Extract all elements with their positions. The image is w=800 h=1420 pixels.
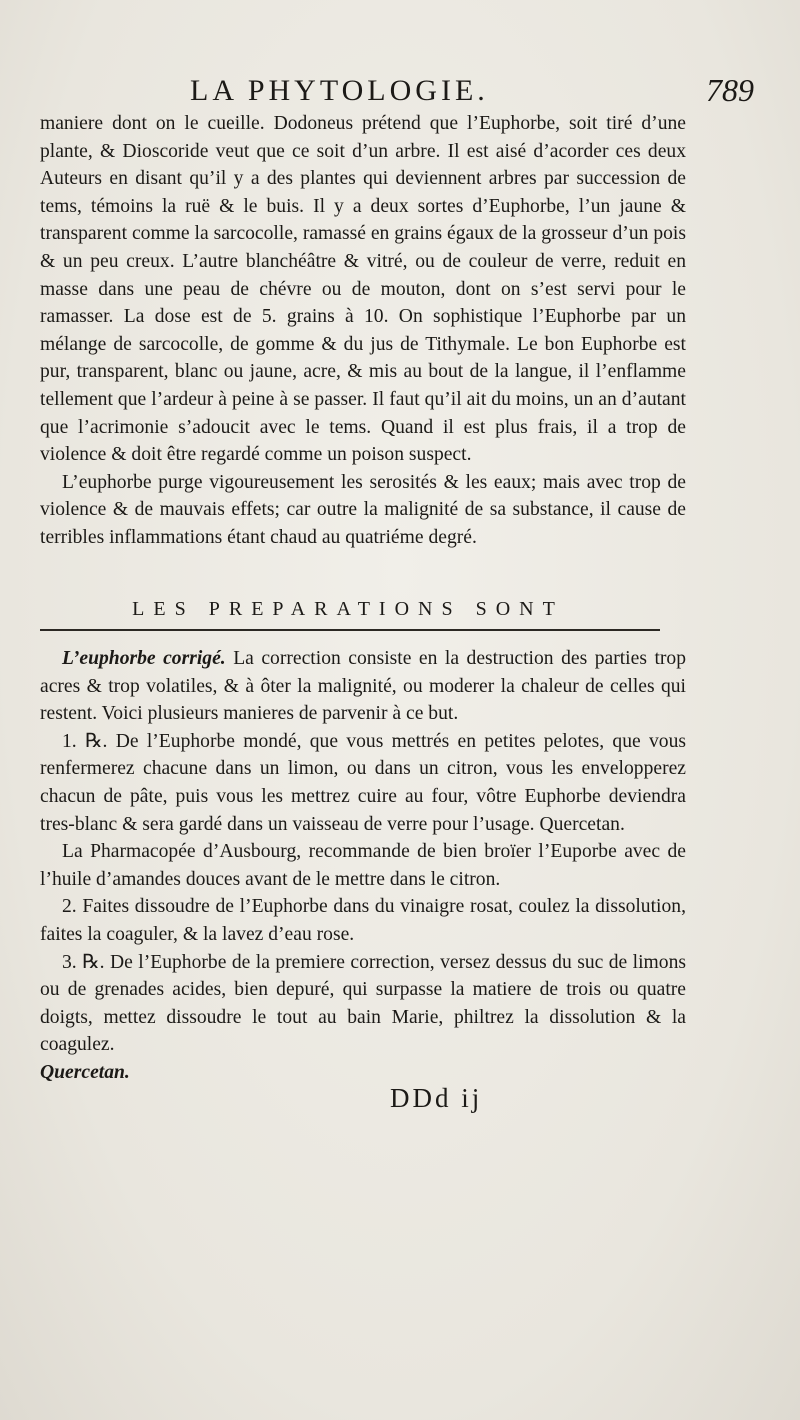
section-heading: LES PREPARATIONS SONT: [132, 597, 564, 620]
correction-text: La correction consiste en la destruction des parties trop acres & trop volatiles, & à ôter la malignité, ou moderer la chaleur de celles qui restent. Voici plusieurs manieres de parvenir à ce but.: [40, 648, 687, 725]
correction-lead: L’euphorbe corrigé.: [62, 648, 226, 670]
page-body: [40, 110, 687, 1113]
author-quercetan: Quercetan.: [40, 1062, 130, 1083]
section-gap: [40, 552, 686, 596]
recipe-2: 2. Faites dissoudre de l’Euphorbe dans du vinaigre rosat, coulez la dissolution, faites la coaguler, & la lavez d’eau rose.: [40, 896, 686, 946]
page-header: [40, 74, 766, 114]
running-title: LA PHYTOLOGIE.: [190, 74, 489, 107]
recipe-3: 3. ℞. De l’Euphorbe de la premiere correction, versez dessus du suc de limons ou de grenades acides, bien depuré, qui surpasse la matiere de trois ou quatre doigts, mettez dissoudre le tout au bain Marie, philtrez la dissolution & la coagulez.: [40, 951, 686, 1056]
heading-rule: [40, 629, 660, 631]
paragraph-euphorbe-effects: L’euphorbe purge vigoureusement les serosités & les eaux; mais avec trop de violence & de mauvais effets; car outre la malignité de sa substance, il cause de terribles inflammations étant chaud au quatriéme degré.: [40, 471, 686, 548]
recipe-1: 1. ℞. De l’Euphorbe mondé, que vous mettrés en petites pelotes, que vous renfermerez chacune dans un limon, ou dans un citron, vous les envelopperez chacun de pâte, puis vous les mettrez cuire au four, vôtre Euphorbe deviendra tres-blanc & sera gardé dans un vaisseau de verre pour l’usage. Quercetan.: [40, 730, 686, 835]
page-footer: [40, 1059, 686, 1113]
paragraph-euphorbe-description: maniere dont on le cueille. Dodoneus prétend que l’Euphorbe, soit tiré d’une plante, & Dioscoride veut que ce soit d’un arbre. Il est aisé d’acorder ces deux Auteurs en disant qu’il y a des plantes qui deviennent arbres par succession de tems, témoins la ruë & le buis. Il y a deux sortes d’Euphorbe, l’un jaune & transparent comme la sarcocolle, ramassé en grains égaux de la grosseur d’un pois & un peu creux. L’autre blanchéâtre & vitré, ou de couleur de verre, reduit en masse dans une peau de chévre ou de mouton, dont on s’est servi pour le ramasser. La dose est de 5. grains à 10. On sophistique l’Euphorbe par un mélange de sarcocolle, de gomme & du jus de Tithymale. Le bon Euphorbe est pur, transparent, blanc ou jaune, acre, & mis au bout de la langue, il l’enflamme tellement que l’ardeur à peine à se passer. Il faut qu’il ait du moins, un an d’autant que l’acrimonie s’adoucit avec le tems. Quand il est plus frais, il a trop de violence & doit être regardé comme un poison suspect.: [40, 113, 686, 466]
paragraph-correction: [40, 645, 686, 728]
signature-mark: DDd ij: [390, 1083, 483, 1113]
paragraph-ausbourg: La Pharmacopée d’Ausbourg, recommande de bien broïer l’Euporbe avec de l’huile d’amandes douces avant de le mettre dans le citron.: [40, 841, 686, 890]
page-number: 789: [706, 72, 754, 108]
